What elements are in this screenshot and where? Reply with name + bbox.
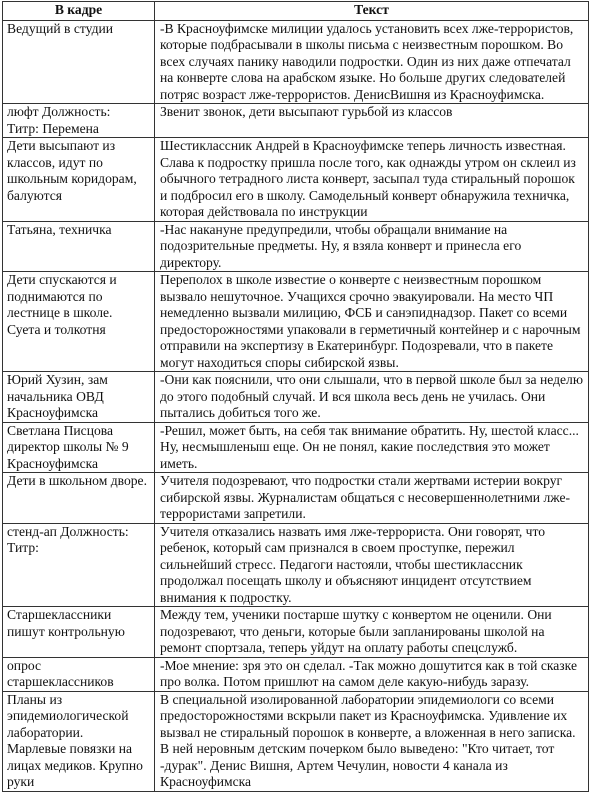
table-row bbox=[3, 372, 589, 423]
table-row bbox=[3, 607, 589, 658]
table-row bbox=[3, 104, 589, 138]
scene-cell: Ведущий в студии bbox=[3, 20, 155, 104]
text-cell: В специальной изолированной лаборатории эпидемиологи со всеми предосторожностями вскрыли пакет из Красноуфимска. Удивление их вызвал не стиральный порошок в конверте, а вложенная в него записка. В ней неровным детским почерком было выведено: "Кто читает, тот -дурак". Денис Вишня, Артем Чечулин, новости 4 канала из Красноуфимска bbox=[155, 691, 589, 791]
text-cell: Переполох в школе известие о конверте с неизвестным порошком вызвало нешуточное. Учащихся срочно эвакуировали. На место ЧП немедленно вызвали милицию, ФСБ и санэпиднадзор. Пакет со всеми предосторожностями упаковали в герметичный контейнер и с нарочным отправили на экспертизу в Екатеринбург. Подозревали, что в пакете могут находиться споры сибирской язвы. bbox=[155, 272, 589, 372]
text-cell: Между тем, ученики постарше шутку с конвертом не оценили. Они подозревают, что деньги, которые были запланированы школой на ремонт спортзала, теперь уйдут на оплату работы спецслужб. bbox=[155, 607, 589, 658]
text-cell: -Нас накануне предупредили, чтобы обращали внимание на подозрительные предметы. Ну, я взяла конверт и принесла его директору. bbox=[155, 221, 589, 272]
script-document bbox=[2, 1, 588, 792]
table-row bbox=[3, 523, 589, 607]
header-row bbox=[3, 2, 589, 21]
text-cell: -Они как пояснили, что они слышали, что в первой школе был за неделю до этого подобный случай. И вся школа весь день не училась. Они пытались добиться того же. bbox=[155, 372, 589, 423]
header-text: Текст bbox=[155, 2, 589, 21]
table-row bbox=[3, 221, 589, 272]
scene-cell: Светлана Писцова директор школы № 9 Красноуфимска bbox=[3, 422, 155, 473]
table-row bbox=[3, 272, 589, 372]
scene-cell: Дети спускаются и поднимаются по лестнице в школе. Суета и толкотня bbox=[3, 272, 155, 372]
text-cell: -В Красноуфимске милиции удалось установить всех лже-террористов, которые подбрасывали в школы письма с неизвестным порошком. Во всех случаях панику наводили подростки. Один из них даже отпечатал на конверте слова на арабском языке. Но больше других следователей потряс возраст лже-террористов. ДенисВишня из Красноуфимска. bbox=[155, 20, 589, 104]
table-row bbox=[3, 691, 589, 791]
scene-cell: люфт Должность: Титр: Перемена bbox=[3, 104, 155, 138]
script-table bbox=[2, 1, 589, 792]
text-cell: Звенит звонок, дети высыпают гурьбой из классов bbox=[155, 104, 589, 138]
text-cell: Шестиклассник Андрей в Красноуфимске теперь личность известная. Слава к подростку пришла после того, как однажды утром он склеил из обычного тетрадного листа конверт, засыпал туда стиральный порошок и подбросил его в школу. Самодельный конверт обнаружила техничка, которая действовала по инструкции bbox=[155, 138, 589, 222]
table-row bbox=[3, 422, 589, 473]
table-row bbox=[3, 138, 589, 222]
scene-cell: Старшеклассники пишут контрольную bbox=[3, 607, 155, 658]
text-cell: -Решил, может быть, на себя так внимание обратить. Ну, шестой класс... Ну, несмышленыш еще. Он не понял, какие последствия это может иметь. bbox=[155, 422, 589, 473]
scene-cell: Планы из эпидемиологической лаборатории. Марлевые повязки на лицах медиков. Крупно руки bbox=[3, 691, 155, 791]
table-row bbox=[3, 657, 589, 691]
table-row bbox=[3, 473, 589, 524]
text-cell: -Мое мнение: зря это он сделал. -Так можно дошутится как в той сказке про волка. Потом пришлют на самом деле какую-нибудь заразу. bbox=[155, 657, 589, 691]
scene-cell: опрос старшеклассников bbox=[3, 657, 155, 691]
scene-cell: Юрий Хузин, зам начальника ОВД Красноуфимска bbox=[3, 372, 155, 423]
scene-cell: Дети в школьном дворе. bbox=[3, 473, 155, 524]
scene-cell: стенд-ап Должность: Титр: bbox=[3, 523, 155, 607]
scene-cell: Татьяна, техничка bbox=[3, 221, 155, 272]
header-scene: В кадре bbox=[3, 2, 155, 21]
text-cell: Учителя отказались назвать имя лже-террориста. Они говорят, что ребенок, который сам признался в своем проступке, пережил сильнейший стресс. Педагоги настояли, чтобы шестиклассник продолжал посещать школу и объясняют инцидент отсутствием внимания к подростку. bbox=[155, 523, 589, 607]
text-cell: Учителя подозревают, что подростки стали жертвами истерии вокруг сибирской язвы. Журналистам общаться с несовершеннолетними лже-террористами запретили. bbox=[155, 473, 589, 524]
table-row bbox=[3, 20, 589, 104]
scene-cell: Дети высыпают из классов, идут по школьным коридорам, балуются bbox=[3, 138, 155, 222]
